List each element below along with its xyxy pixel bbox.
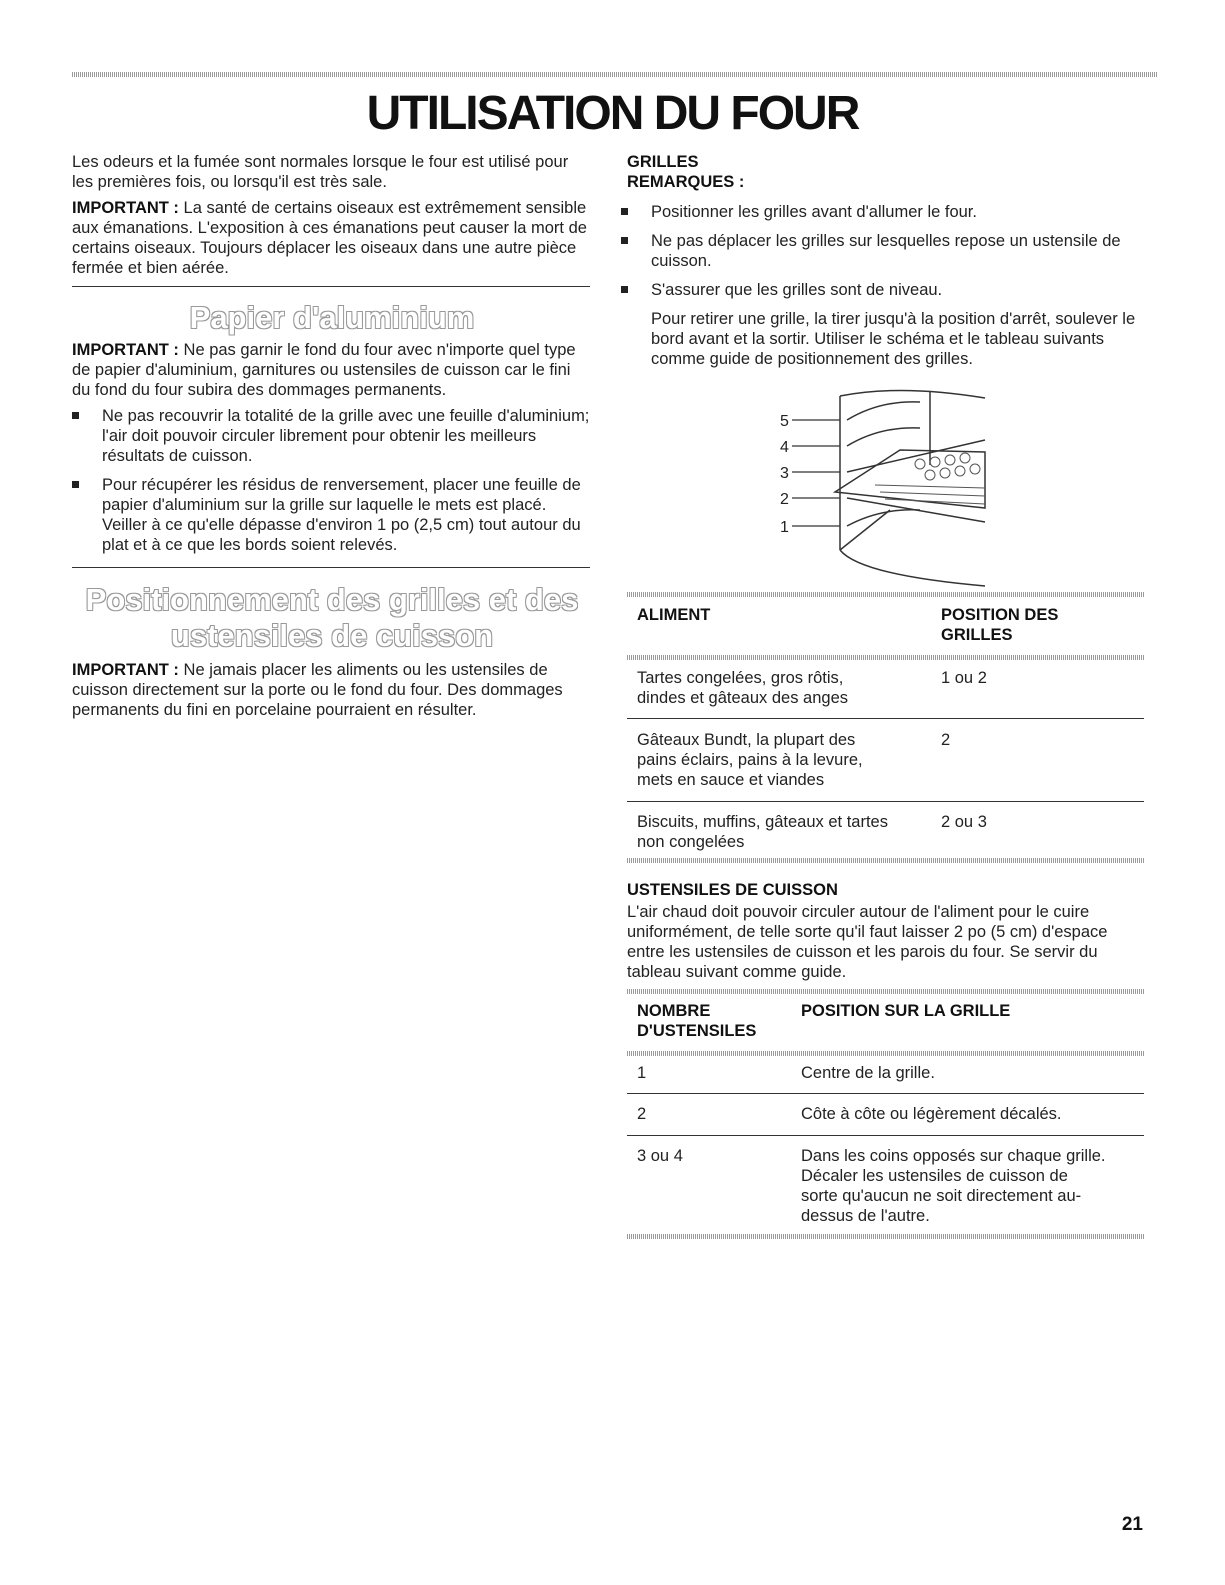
rack-label-4: 4: [780, 439, 789, 456]
page-title: UTILISATION DU FOUR: [366, 87, 859, 140]
table1-row-divider: [627, 801, 1144, 802]
rack-hole: [925, 470, 935, 480]
ustensiles-section: [627, 880, 1147, 988]
remarques-bullet-list: [621, 202, 1157, 300]
table1-row3-position: 2 ou 3: [941, 813, 987, 831]
table2-top-rule: [627, 989, 1144, 994]
positioning-section-title-line2: ustensiles de cuisson: [170, 618, 494, 653]
list-item: Ne pas déplacer les grilles sur lesquelles repose un ustensile de cuisson.: [621, 231, 1157, 271]
remarques-heading: REMARQUES :: [627, 173, 745, 191]
list-item: Positionner les grilles avant d'allumer le four.: [621, 202, 1157, 222]
table2-row-divider: [627, 1135, 1144, 1136]
table2-row1-position: Centre de la grille.: [801, 1064, 935, 1082]
table1-header-aliment: ALIMENT: [637, 606, 711, 624]
important-label: IMPORTANT :: [72, 199, 179, 217]
aluminium-bullet-list: [72, 406, 592, 555]
page-number: 21: [1121, 1514, 1143, 1535]
important-placement-text: Ne jamais placer les aliments ou les ustensiles de cuisson directement sur la porte ou le fond du four. Des dommages permanents du fini en porcelaine pourraient en résulter.: [72, 661, 563, 719]
table1-row2-aliment: Gâteaux Bundt, la plupart des pains éclairs, pains à la levure, mets en sauce et viandes: [637, 731, 863, 789]
important-label: IMPORTANT :: [72, 341, 179, 359]
right-column: [627, 152, 1157, 375]
intro-paragraph: Les odeurs et la fumée sont normales lorsque le four est utilisé pour les premières fois, ou lorsqu'il est très sale.: [72, 153, 569, 191]
table1-row1-position: 1 ou 2: [941, 669, 987, 687]
square-bullet-icon: [621, 286, 628, 293]
table2-row3-position: Dans les coins opposés sur chaque grille. Décaler les ustensiles de cuisson de sorte qu'aucun ne soit directement au- dessus de l'autre.: [801, 1147, 1106, 1225]
important-placement-paragraph: [72, 660, 592, 720]
table1-row3-aliment: Biscuits, muffins, gâteaux et tartes non congelées: [637, 813, 888, 851]
rack-bars: [875, 485, 985, 504]
square-bullet-icon: [621, 237, 628, 244]
table2-row1-nombre: 1: [637, 1064, 647, 1082]
table1-bottom-rule: [627, 858, 1144, 863]
positioning-section-title-line1: Positionnement des grilles et des: [85, 582, 579, 617]
table2-row3-nombre: 3 ou 4: [637, 1147, 683, 1165]
table2-row2-position: Côte à côte ou légèrement décalés.: [801, 1105, 1062, 1123]
retirer-grille-paragraph: Pour retirer une grille, la tirer jusqu'à la position d'arrêt, soulever le bord avant et la sortir. Utiliser le schéma et le tableau suivants comme guide de positionnement des grilles.: [651, 310, 1136, 368]
table2-header-nombre: NOMBRE D'USTENSILES: [637, 1002, 757, 1040]
section-divider: [72, 286, 590, 287]
table2-bottom-rule: [627, 1234, 1144, 1239]
square-bullet-icon: [72, 481, 79, 488]
rack-label-3: 3: [780, 465, 789, 482]
rack-hole: [915, 459, 925, 469]
list-item: Pour récupérer les résidus de renversement, placer une feuille de papier d'aluminium sur la grille sur laquelle le mets est placé. Veiller à ce qu'elle dépasse d'environ 1 po (2,5 cm) tout autour du plat et à ce que les bords soient relevés.: [72, 475, 592, 555]
rack-guide-5: [847, 402, 920, 420]
square-bullet-icon: [621, 208, 628, 215]
table1-row2-position: 2: [941, 731, 951, 749]
rack-hole: [955, 466, 965, 476]
table2-row-divider: [627, 1093, 1144, 1094]
oven-top-edge: [840, 390, 985, 398]
important-aluminium-paragraph: [72, 340, 592, 400]
aluminium-section: [72, 300, 592, 564]
table2-row2-nombre: 2: [637, 1105, 647, 1123]
top-hatched-rule: [72, 72, 1157, 77]
rack-guide-4: [847, 428, 920, 446]
ustensiles-paragraph: L'air chaud doit pouvoir circuler autour de l'aliment pour le cuire uniformément, de telle sorte qu'il faut laisser 2 po (5 cm) d'espace entre les ustensiles de cuisson et les parois du four. Se servir du tableau suivant comme guide.: [627, 903, 1108, 981]
rack-label-5: 5: [780, 413, 789, 430]
grilles-heading: GRILLES: [627, 153, 699, 171]
ustensiles-heading: USTENSILES DE CUISSON: [627, 881, 838, 899]
important-birds-paragraph: [72, 198, 592, 278]
positioning-section: [72, 582, 592, 726]
important-birds-text: La santé de certains oiseaux est extrêmement sensible aux émanations. L'exposition à ces émanations peut causer la mort de certains oiseaux. Toujours déplacer les oiseaux dans une autre pièce fermée et bien aérée.: [72, 199, 587, 277]
aluminium-section-title: Papier d'aluminium: [189, 300, 475, 335]
table2-header-position: POSITION SUR LA GRILLE: [801, 1002, 1011, 1020]
table1-header-position: POSITION DES GRILLES: [941, 606, 1059, 644]
left-column: [72, 152, 592, 284]
oven-rack-diagram: [780, 380, 1000, 590]
list-item: Ne pas recouvrir la totalité de la grille avec une feuille d'aluminium; l'air doit pouvoir circuler librement pour obtenir les meilleurs résultats de cuisson.: [72, 406, 592, 466]
important-label: IMPORTANT :: [72, 661, 179, 679]
important-aluminium-text: Ne pas garnir le fond du four avec n'importe quel type de papier d'aluminium, garnitures ou ustensiles de cuisson car le fini du fond du four subira des dommages permanents.: [72, 341, 576, 399]
table1-top-rule: [627, 592, 1144, 597]
table2-header-rule: [627, 1051, 1144, 1056]
square-bullet-icon: [72, 412, 79, 419]
rack-guide-1: [847, 510, 920, 526]
rack-hole: [940, 468, 950, 478]
section-divider: [72, 567, 590, 568]
oven-bottom-edge: [840, 550, 985, 586]
rack-label-1: 1: [780, 519, 789, 536]
rack-label-2: 2: [780, 491, 789, 508]
rack-hole: [945, 455, 955, 465]
list-item: S'assurer que les grilles sont de niveau.: [621, 280, 1157, 300]
table1-row1-aliment: Tartes congelées, gros rôtis, dindes et gâteaux des anges: [637, 669, 848, 707]
rack-hole: [930, 457, 940, 467]
rack-hole: [970, 464, 980, 474]
table1-header-rule: [627, 655, 1144, 660]
rack-hole: [960, 453, 970, 463]
table1-row-divider: [627, 718, 1144, 719]
oven-floor-line: [840, 510, 890, 550]
